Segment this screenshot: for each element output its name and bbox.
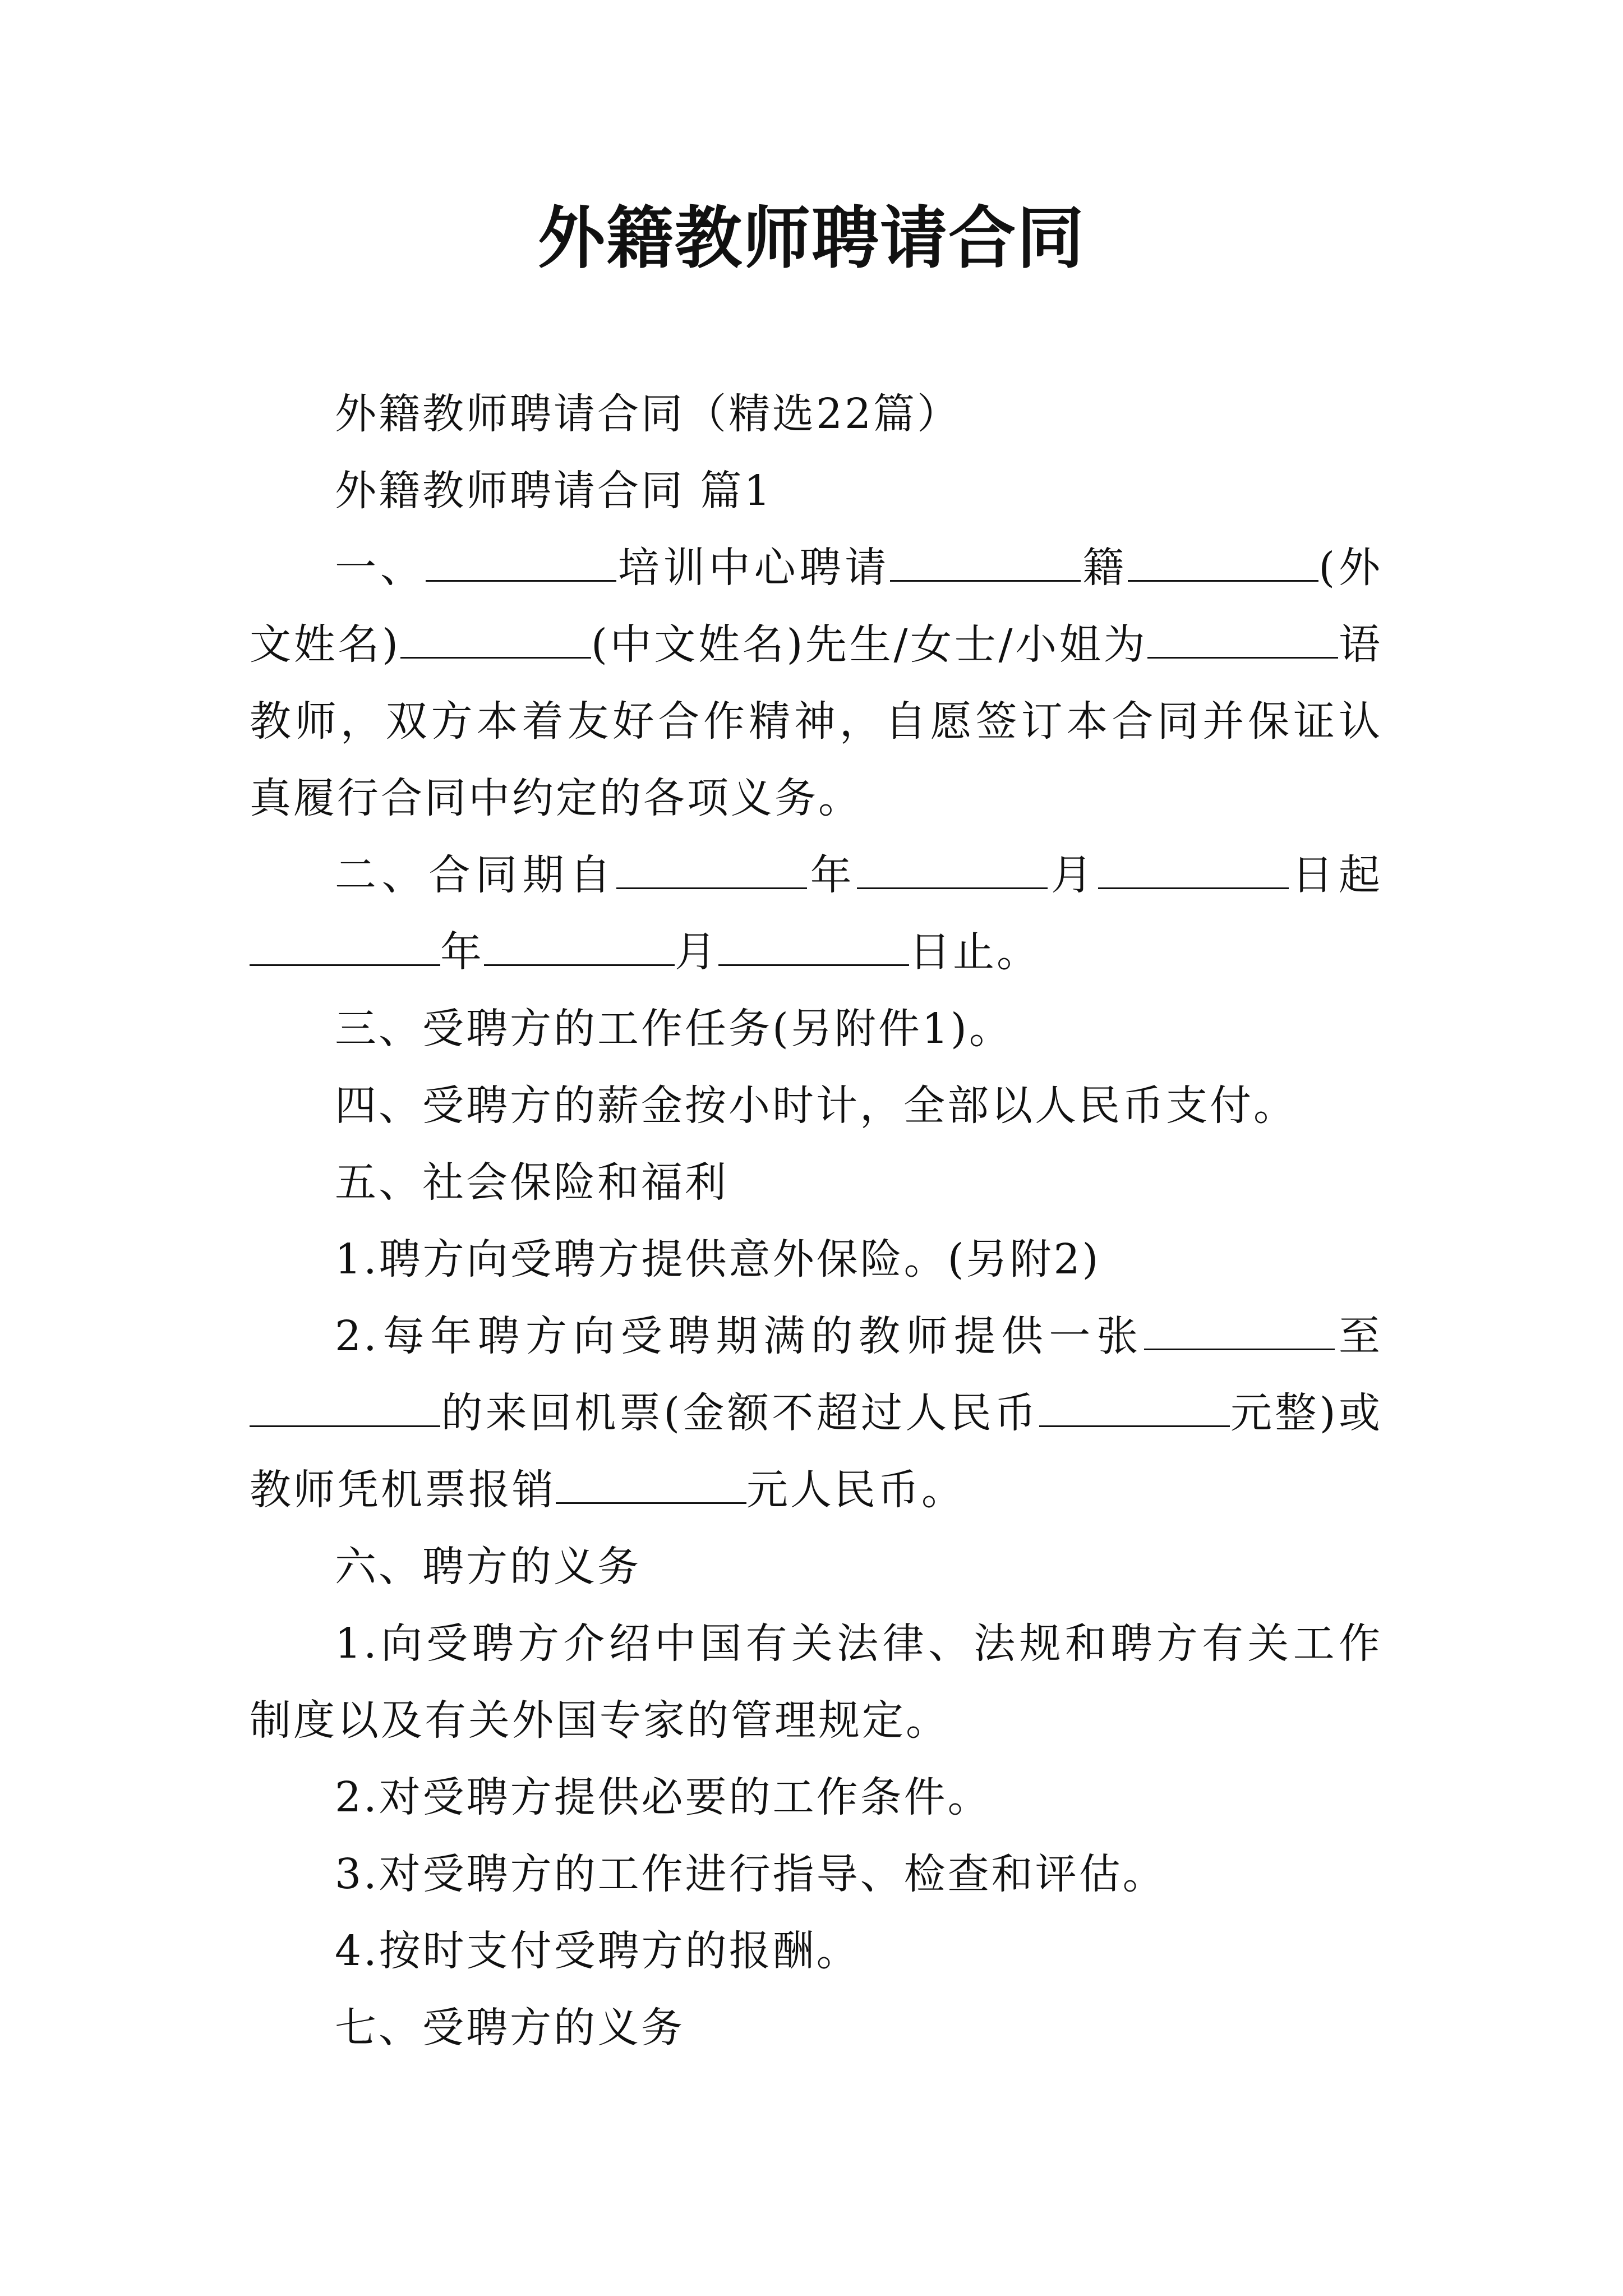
paragraph-text: 籍 bbox=[1081, 544, 1128, 592]
fill-in-blank[interactable] bbox=[1039, 1386, 1230, 1427]
fill-in-blank[interactable] bbox=[1098, 848, 1289, 889]
paragraph-clause-5-1 bbox=[250, 1221, 1382, 1298]
fill-in-blank[interactable] bbox=[250, 925, 440, 966]
paragraph-clause-2 bbox=[250, 837, 1382, 991]
paragraph-clause-7 bbox=[250, 1990, 1382, 2067]
paragraph-clause-4 bbox=[250, 1068, 1382, 1144]
paragraph-text: 外籍教师聘请合同（精选22篇） bbox=[335, 390, 961, 438]
paragraph-text: 元人民币。 bbox=[746, 1466, 965, 1514]
paragraph-text: 日止。 bbox=[909, 928, 1040, 976]
paragraph-text: 的来回机票(金额不超过人民币 bbox=[440, 1389, 1039, 1437]
paragraph-text: 1.向受聘方介绍中国有关法律、法规和聘方有关工作制度以及有关外国专家的管理规定。 bbox=[250, 1619, 1382, 1745]
paragraph-text: 五、社会保险和福利 bbox=[335, 1158, 728, 1207]
paragraph-clause-6-1 bbox=[250, 1605, 1382, 1759]
paragraph-text: 四、受聘方的薪金按小时计，全部以人民币支付。 bbox=[335, 1082, 1297, 1130]
paragraph-text: (中文姓名)先生/女士/小姐为 bbox=[591, 620, 1148, 669]
fill-in-blank[interactable] bbox=[556, 1463, 746, 1504]
fill-in-blank[interactable] bbox=[250, 1386, 440, 1427]
paragraph-text: 2.每年聘方向受聘期满的教师提供一张 bbox=[335, 1312, 1145, 1360]
paragraph-clause-6 bbox=[250, 1529, 1382, 1605]
paragraph-text: 年 bbox=[440, 928, 484, 976]
paragraph-text: 二、合同期自 bbox=[335, 851, 616, 899]
paragraph-clause-6-2 bbox=[250, 1759, 1382, 1836]
paragraph-clause-3 bbox=[250, 991, 1382, 1068]
paragraph-text: 一、 bbox=[335, 544, 426, 592]
fill-in-blank[interactable] bbox=[718, 925, 909, 966]
paragraph-clause-5 bbox=[250, 1144, 1382, 1221]
paragraph-text: 元整)或教师凭机票报销 bbox=[250, 1389, 1382, 1514]
paragraph-text: 至 bbox=[1335, 1312, 1382, 1360]
paragraph-text: (外文姓名) bbox=[250, 544, 1383, 669]
paragraph-subtitle bbox=[250, 376, 1382, 453]
document-body bbox=[250, 376, 1382, 2067]
paragraph-text: 4.按时支付受聘方的报酬。 bbox=[335, 1927, 860, 1975]
paragraph-text: 月 bbox=[1048, 851, 1098, 899]
fill-in-blank[interactable] bbox=[1144, 1309, 1335, 1350]
fill-in-blank[interactable] bbox=[426, 541, 616, 582]
paragraph-text: 六、聘方的义务 bbox=[335, 1543, 641, 1591]
paragraph-text: 1.聘方向受聘方提供意外保险。(另附2) bbox=[335, 1235, 1101, 1283]
paragraph-text: 语教师，双方本着友好合作精神，自愿签订本合同并保证认真履行合同中约定的各项义务。 bbox=[250, 620, 1383, 822]
paragraph-clause-5-2 bbox=[250, 1298, 1382, 1529]
paragraph-text: 月 bbox=[675, 928, 718, 976]
paragraph-text: 三、受聘方的工作任务(另附件1)。 bbox=[335, 1005, 1013, 1053]
fill-in-blank[interactable] bbox=[616, 848, 807, 889]
document-title: 外籍教师聘请合同 bbox=[538, 199, 1085, 278]
paragraph-text: 3.对受聘方的工作进行指导、检查和评估。 bbox=[335, 1850, 1166, 1898]
paragraph-text: 培训中心聘请 bbox=[616, 544, 891, 592]
paragraph-clause-1 bbox=[250, 530, 1382, 837]
fill-in-blank[interactable] bbox=[400, 618, 591, 659]
paragraph-text: 日起 bbox=[1288, 851, 1383, 899]
fill-in-blank[interactable] bbox=[857, 848, 1048, 889]
paragraph-text: 外籍教师聘请合同 篇1 bbox=[335, 467, 773, 515]
paragraph-chapter-heading bbox=[250, 453, 1382, 530]
paragraph-text: 年 bbox=[807, 851, 857, 899]
paragraph-clause-6-3 bbox=[250, 1836, 1382, 1913]
fill-in-blank[interactable] bbox=[484, 925, 675, 966]
fill-in-blank[interactable] bbox=[1128, 541, 1318, 582]
fill-in-blank[interactable] bbox=[890, 541, 1081, 582]
paragraph-clause-6-4 bbox=[250, 1913, 1382, 1990]
fill-in-blank[interactable] bbox=[1147, 618, 1338, 659]
paragraph-text: 2.对受聘方提供必要的工作条件。 bbox=[335, 1773, 992, 1821]
paragraph-text: 七、受聘方的义务 bbox=[335, 2004, 685, 2052]
